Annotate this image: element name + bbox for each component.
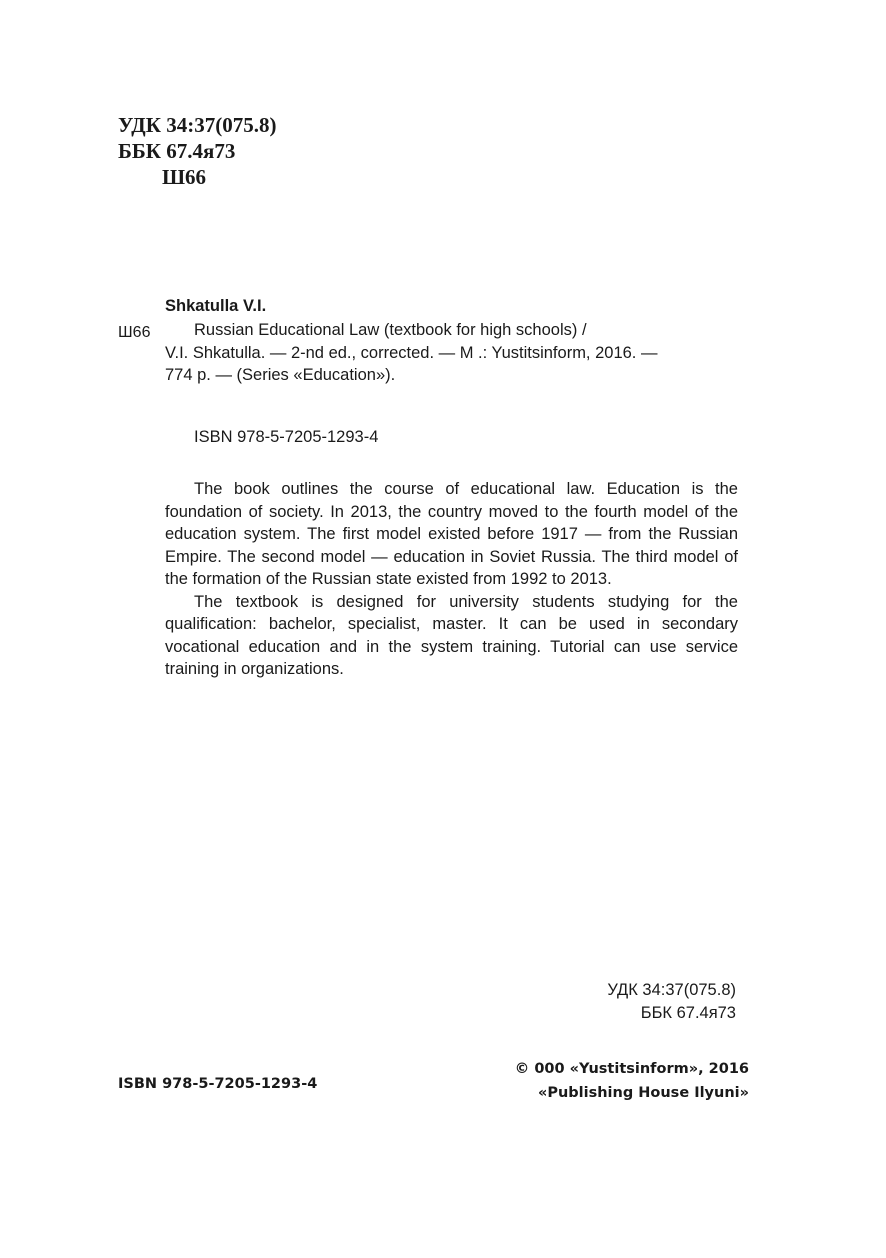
bibliographic-record: [165, 319, 738, 387]
author-mark: Ш66: [162, 165, 207, 189]
bib-line-title: Russian Educational Law (textbook for high schools) /: [194, 321, 587, 339]
bbk-code: ББК 67.4я73: [118, 139, 236, 163]
abstract: [165, 478, 738, 681]
abstract-paragraph: The book outlines the course of educational law. Education is the foundation of society. In 2013, the country moved to the fourth model of the education system. The first model existed before 1917 — from the Russian Empire. The second model — education in Soviet Russia. The third model of the formation of the Russian state existed from 1992 to 2013.: [165, 480, 738, 588]
bib-line-pages: 774 p. — (Series «Education»).: [165, 366, 396, 384]
isbn-footer: ISBN 978-5-7205-1293-4: [118, 1076, 318, 1092]
isbn-record: ISBN 978-5-7205-1293-4: [194, 428, 379, 446]
bib-line-edition: V.I. Shkatulla. — 2-nd ed., corrected. — M .: Yustitsinform, 2016. —: [165, 343, 658, 362]
copyright-line: © 000 «Yustitsinform», 2016: [514, 1061, 749, 1077]
udk-code-bottom: УДК 34:37(075.8): [607, 981, 736, 999]
publisher-line: «Publishing House Ilyuni»: [537, 1085, 749, 1101]
bbk-code-bottom: ББК 67.4я73: [640, 1004, 736, 1022]
author-heading: Shkatulla V.I.: [165, 297, 267, 315]
classification-codes-bottom: [607, 979, 736, 1025]
classification-codes-top: [118, 112, 276, 190]
copyright-notice: [515, 1057, 749, 1105]
abstract-paragraph: The textbook is designed for university students studying for the qualification: bachelor, specialist, master. It can be used in secondary vocational education and in the system training. Tutorial can use service training in organizations.: [165, 592, 738, 678]
author-mark-side: Ш66: [118, 324, 151, 341]
udk-code: УДК 34:37(075.8): [118, 113, 277, 137]
